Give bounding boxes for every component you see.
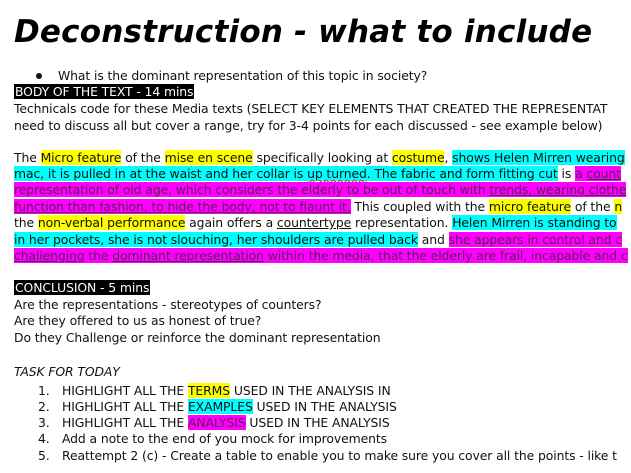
body-heading: BODY OF THE TEXT - 14 mins	[15, 84, 194, 99]
conclusion-line-1: Are the representations - stereotypes of counters?	[14, 297, 322, 312]
examples-highlight: EXAMPLES	[187, 399, 253, 414]
example-line-5: the non-verbal performance again offers a countertype representation. Helen Mirren is standing to	[14, 215, 617, 230]
example-line-1: The Micro feature of the mise en scene specifically looking at costume, shows Helen Mirren wearing	[14, 150, 625, 165]
page-title: Deconstruction - what to include	[14, 14, 593, 50]
task-item-5: 5. Reattempt 2 (c) - Create a table to enable you to make sure you cover all the points - like t	[38, 448, 617, 463]
term-highlight: micro feature	[488, 199, 572, 214]
term-highlight: Micro feature	[40, 150, 122, 165]
analysis-highlight: representation of old age, which considers the elderly to be out of touch with	[14, 182, 490, 197]
analysis-highlight: trends, wearing clothe	[489, 182, 627, 197]
term-highlight: n	[614, 199, 623, 214]
example-line-3	[14, 182, 626, 198]
analysis-highlight: count	[586, 166, 621, 181]
task-item-1: 1. HIGHLIGHT ALL THE TERMS USED IN THE ANALYSIS IN	[38, 383, 391, 398]
analysis-highlight: ANALYSIS	[187, 415, 246, 430]
conclusion-line-2: Are they offered to us as honest of true?	[14, 313, 262, 328]
task-item-3: 3. HIGHLIGHT ALL THE ANALYSIS USED IN THE ANALYSIS	[38, 415, 390, 430]
conclusion-line-3: Do they Challenge or reinforce the dominant representation	[14, 330, 381, 345]
task-item-2: 2. HIGHLIGHT ALL THE EXAMPLES USED IN THE ANALYSIS	[38, 399, 397, 414]
example-line-6: in her pockets, she is not slouching, her shoulders are pulled back and she appears in control and c	[14, 232, 622, 247]
analysis-highlight: the	[84, 248, 113, 263]
conclusion-heading: CONCLUSION - 5 mins	[15, 280, 150, 295]
bullet-question: What is the dominant representation of this topic in society?	[36, 68, 427, 84]
example-highlight: in her pockets, she is not slouching, her shoulders are pulled back	[14, 232, 418, 247]
term-highlight: mise en scene	[164, 150, 253, 165]
analysis-highlight: a	[575, 166, 587, 181]
example-highlight: shows Helen Mirren wearing	[452, 150, 625, 165]
intro-line-1: Technicals code for these Media texts (SELECT KEY ELEMENTS THAT CREATED THE REPRESENTAT	[14, 101, 608, 116]
example-highlight: mac, it is pulled in at the waist and her collar is	[14, 166, 308, 181]
example-highlight: up turned	[307, 166, 367, 181]
intro-line-2: need to discuss all but cover a range, try for 3-4 points for each discussed - see example below)	[14, 118, 603, 133]
analysis-highlight: within the media, that the elderly are frail, incapable and c	[263, 248, 628, 263]
example-line-2: mac, it is pulled in at the waist and her collar is up turned. The fabric and form fitting cut is a count	[14, 166, 621, 181]
task-item-4: 4. Add a note to the end of you mock for improvements	[38, 431, 387, 446]
example-highlight: . The fabric and form fitting cut	[366, 166, 558, 181]
terms-highlight: TERMS	[187, 383, 231, 398]
term-highlight: non-verbal performance	[37, 215, 186, 230]
example-line-7	[14, 248, 628, 264]
example-line-4: function than fashion, to hide the body, not to flaunt it. This coupled with the micro feature of the n	[14, 199, 623, 214]
bullet-icon	[36, 73, 42, 79]
example-highlight: Helen Mirren is standing to	[452, 215, 617, 230]
analysis-highlight: challenging	[14, 248, 85, 263]
task-heading: TASK FOR TODAY	[14, 364, 120, 379]
analysis-highlight: she appears in control and c	[448, 232, 622, 247]
term-highlight: costume	[391, 150, 445, 165]
analysis-highlight: function than fashion, to hide the body, not to flaunt it.	[14, 199, 351, 214]
analysis-highlight: dominant representation	[112, 248, 264, 263]
